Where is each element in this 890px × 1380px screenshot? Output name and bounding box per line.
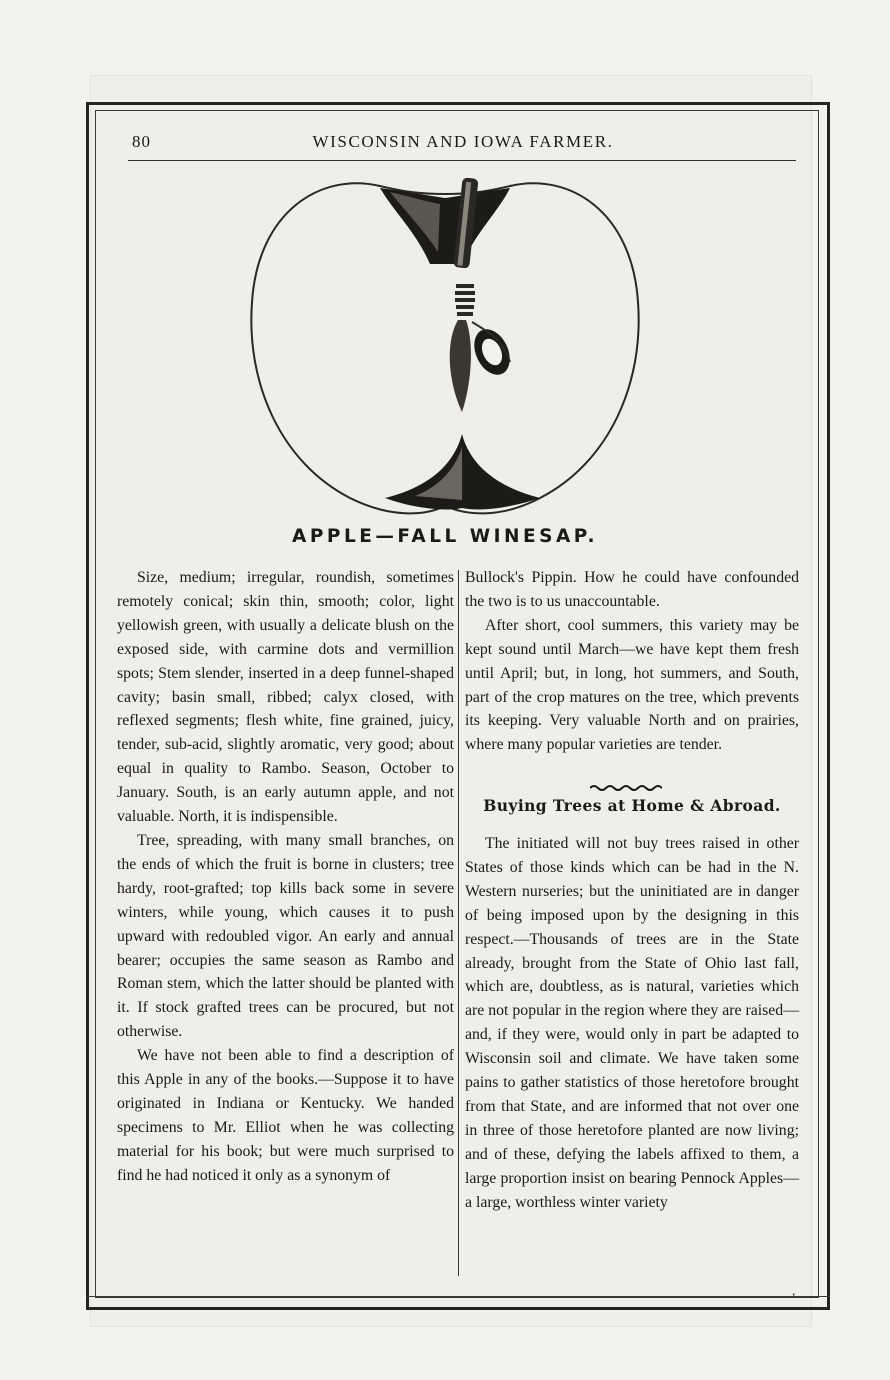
column-divider xyxy=(458,570,459,1276)
page-number: 80 xyxy=(132,132,151,151)
running-header xyxy=(128,128,798,156)
page-border-bottom-rule xyxy=(86,1296,830,1310)
right-column-top xyxy=(465,566,799,757)
paragraph: We have not been able to find a description of this Apple in any of the books.—Suppose it to have originated in Indiana or Kentucky. We handed specimens to Mr. Elliot when he was collecting material for his book; but were much surprised to find he had noticed it only as a synonym of xyxy=(117,1047,454,1184)
paragraph: The initiated will not buy trees raised in other States of those kinds which can be had in the N. Western nurseries; but the uninitiated are in danger of being imposed upon by the designing in this respect.—Thousands of trees are in the State already, brought from the State of Ohio last fall, which are, doubtless, as is natural, varieties which are not popular in the region where they are raised—and, if they were, would only in part be adapted to Wisconsin soil and climate. We have taken some pains to gather statistics of those heretofore brought from that State, and are informed that not over one in three of those heretofore planted are now living; and of these, defying the labels affixed to them, a large proportion insist on bearing Pennock Apples—a large, worthless winter variety xyxy=(465,835,799,1211)
header-rule xyxy=(128,160,796,161)
apple-cross-section-icon xyxy=(240,172,650,524)
stray-mark: , xyxy=(792,1283,796,1298)
paragraph: After short, cool summers, this variety may be kept sound until March—we have kept them fresh until April; but, in long, hot summers, and South, part of the crop matures on the tree, which prevents its keeping. Very valuable North and on prairies, where many popular varieties are tender. xyxy=(465,616,799,754)
running-title: WISCONSIN AND IOWA FARMER. xyxy=(312,132,614,151)
paragraph: Tree, spreading, with many small branches, on the ends of which the fruit is borne in clusters; tree hardy, root-grafted; top kills back some in severe winters, while young, which causes it to push upward with redoubled vigor. An early and annual bearer; occupies the same season as Rambo and Roman stem, which the latter should be planted with it. If stock grafted trees can be procured, but not otherwise. xyxy=(117,831,454,1041)
section-heading: Buying Trees at Home & Abroad. xyxy=(483,796,781,815)
left-column xyxy=(117,566,454,1188)
illustration-caption: APPLE—FALL WINESAP. xyxy=(292,526,598,547)
section-flourish-ornament xyxy=(590,780,662,790)
paragraph: Size, medium; irregular, roundish, sometimes remotely conical; skin thin, smooth; color, light yellowish green, with usually a delicate blush on the exposed side, with carmine dots and vermillion spots; Stem slender, inserted in a deep funnel-shaped cavity; basin small, ribbed; calyx closed, with reflexed segments; flesh white, fine grained, juicy, tender, sub-acid, slightly aromatic, very good; about equal in quality to Rambo. Season, October to January. South, is an early autumn apple, and not valuable. North, it is indispensible. xyxy=(117,569,454,826)
paragraph: Bullock's Pippin. How he could have confounded the two is to us unaccountable. xyxy=(465,569,799,610)
right-column-article xyxy=(465,832,799,1215)
